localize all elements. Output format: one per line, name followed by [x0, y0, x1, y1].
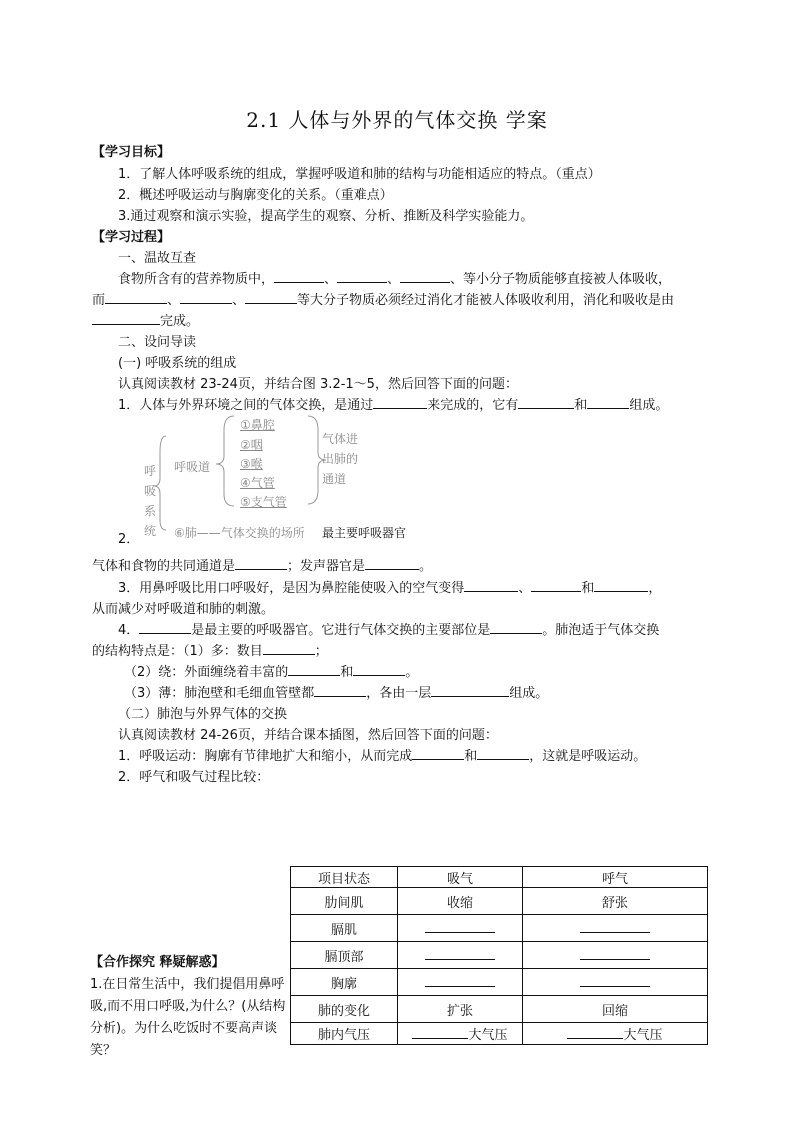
point-1: 1．呼吸运动：胸廓有节律地扩大和缩小，从而完成 和 ，这就是呼吸运动。	[118, 749, 647, 764]
subsection-2: （二）肺泡与外界气体的交换	[118, 707, 288, 722]
system-char-4: 统	[144, 524, 157, 538]
blank-cell	[567, 1026, 623, 1039]
guide-heading: 二、设问导读	[118, 335, 197, 350]
question-4-cont: 的结构特点是：（1）多：数目 ；	[92, 644, 328, 659]
table-row: 肺的变化 扩张 回缩	[291, 996, 708, 1023]
question-2-number: 2．	[118, 532, 140, 547]
question-3-cont: 从而减少对呼吸道和肺的刺激。	[92, 602, 275, 617]
passage-label-1: 气体进	[322, 432, 359, 446]
page-title: 2.1 人体与外界的气体交换 学案	[246, 108, 548, 132]
trachea-label: ④气管	[240, 476, 275, 490]
point-2: 2．呼气和吸气过程比较：	[118, 770, 270, 785]
read-instruction-1: 认真阅读教材 23-24页，并结合图 3.2-1～5，然后回答下面的问题：	[118, 377, 518, 392]
passage-label-3: 通道	[322, 472, 347, 486]
review-line-1: 食物所含有的营养物质中， 、 、 、等小分子物质能够直接被人体吸收，	[118, 272, 672, 287]
blank-cell	[425, 947, 495, 960]
passage-label-2: 出肺的	[322, 452, 359, 466]
review-heading: 一、温故互查	[118, 251, 197, 266]
review-line-2: 而 、 、 等大分子物质必须经过消化才能被人体吸收利用，消化和吸收是由	[92, 293, 675, 308]
diagram-braces	[140, 412, 440, 542]
subsection-1: (一) 呼吸系统的组成	[118, 356, 237, 371]
system-char-2: 吸	[144, 484, 157, 498]
question-4-thin: （3）薄：肺泡壁和毛细血管壁都 ，各由一层 组成。	[124, 686, 549, 701]
table-row: 膈顶部	[291, 942, 708, 969]
lung-label: ⑥肺——气体交换的场所	[174, 526, 305, 540]
table-row: 肺内气压 大气压 大气压	[291, 1023, 708, 1045]
pharynx-label: ②咽	[240, 438, 263, 452]
respiratory-tract-label: 呼吸道	[174, 460, 211, 474]
coop-question: 1.在日常生活中，我们提倡用鼻呼吸,而不用口呼吸,为什么？(从结构分析)。为什么吃饭时不要高声谈笑？	[90, 977, 286, 1058]
nasal-cavity-label: ①鼻腔	[240, 418, 275, 432]
table-row: 肋间肌 收缩 舒张	[291, 888, 708, 915]
process-heading: 【学习过程】	[92, 230, 171, 245]
header-item: 项目状态	[291, 867, 398, 888]
question-1: 1．人体与外界环境之间的气体交换，是通过 来完成的，它有 和 组成。	[118, 398, 669, 413]
objective-1: 1．了解人体呼吸系统的组成，掌握呼吸道和肺的结构与功能相适应的特点。（重点）	[118, 167, 601, 182]
system-char-3: 系	[144, 504, 157, 518]
system-char-1: 呼	[144, 464, 157, 478]
blank-cell	[580, 947, 650, 960]
blank-cell	[412, 1026, 468, 1039]
question-4: 4． 是最主要的呼吸器官。它进行气体交换的主要部位是 。肺泡适于气体交换	[118, 623, 660, 638]
header-inhale: 吸气	[398, 867, 523, 888]
table-row: 胸廓	[291, 969, 708, 996]
bronchi-label: ⑤支气管	[240, 495, 287, 509]
blank-cell	[425, 974, 495, 987]
larynx-label: ③喉	[240, 457, 263, 471]
breathing-comparison-table	[290, 866, 708, 1045]
objective-2: 2．概述呼吸运动与胸廓变化的关系。（重难点）	[118, 188, 393, 203]
question-4-surround: （2）绕：外面缠绕着丰富的 和 。	[124, 665, 419, 680]
review-line-3: 完成。	[92, 310, 199, 329]
header-exhale: 呼气	[523, 867, 708, 888]
cooperative-inquiry	[90, 952, 286, 1062]
objectives-heading: 【学习目标】	[92, 145, 171, 160]
question-2: 气体和食物的共同通道是 ；发声器官是 。	[92, 559, 433, 574]
coop-heading: 【合作探究 释疑解惑】	[90, 955, 225, 970]
question-3: 3．用鼻呼吸比用口呼吸好，是因为鼻腔能使吸入的空气变得 、 和 ，	[118, 581, 662, 596]
blank-cell	[425, 920, 495, 933]
table-header-row	[291, 867, 708, 888]
respiratory-system-diagram	[140, 412, 440, 542]
objective-3: 3.通过观察和演示实验，提高学生的观察、分析、推断及科学实验能力。	[118, 209, 534, 224]
blank-cell	[580, 920, 650, 933]
blank-cell	[580, 974, 650, 987]
table-row: 膈肌	[291, 915, 708, 942]
read-instruction-2: 认真阅读教材 24-26页，并结合课本插图，然后回答下面的问题：	[118, 728, 498, 743]
main-organ-label: 最主要呼吸器官	[322, 526, 407, 540]
